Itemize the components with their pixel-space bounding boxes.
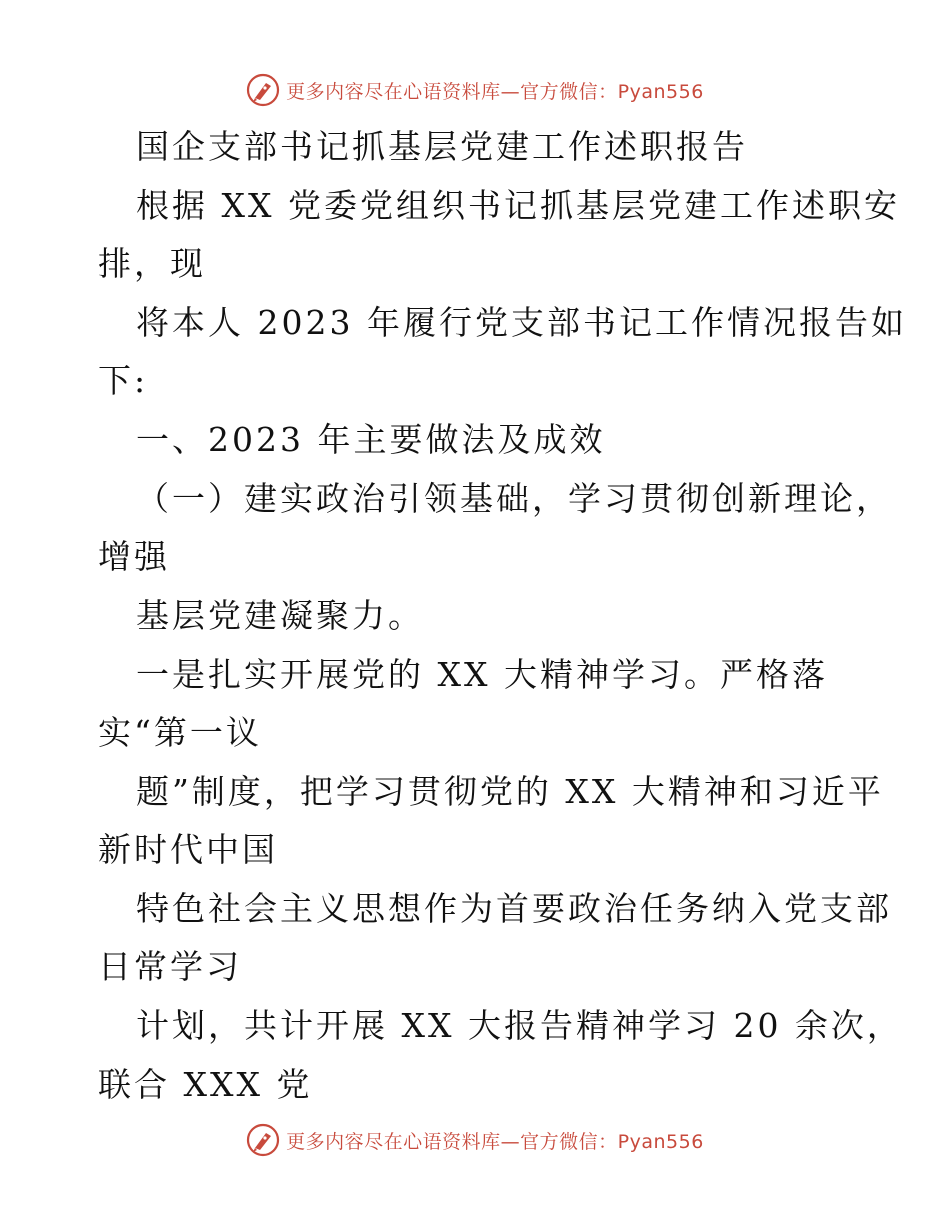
- section-heading: 一、2023 年主要做法及成效: [136, 420, 606, 459]
- paragraph-line: 增强: [98, 537, 170, 576]
- paragraph-line: 实“第一议: [98, 713, 262, 752]
- paragraph-line: 基层党建凝聚力。: [136, 596, 424, 635]
- paragraph-line: 题”制度，把学习贯彻党的 XX 大精神和习近平: [136, 772, 884, 811]
- paragraph-line: 排，现: [98, 244, 206, 283]
- paragraph-line: 日常学习: [98, 947, 242, 986]
- pen-nib-logo-icon: [246, 1123, 280, 1157]
- paragraph-line: 计划，共计开展 XX 大报告精神学习 20 余次，: [136, 1006, 903, 1045]
- watermark-text: 更多内容尽在心语资料库—官方微信：Pyan556: [286, 80, 704, 103]
- paragraph-line: 一是扎实开展党的 XX 大精神学习。严格落: [136, 655, 828, 694]
- watermark-footer: [0, 1120, 950, 1160]
- watermark-header: [0, 70, 950, 110]
- paragraph-line: 特色社会主义思想作为首要政治任务纳入党支部: [136, 889, 892, 928]
- paragraph-line: 根据 XX 党委党组织书记抓基层党建工作述职安: [136, 186, 900, 225]
- paragraph-line: 联合 XXX 党: [98, 1065, 313, 1104]
- document-title: 国企支部书记抓基层党建工作述职报告: [136, 127, 748, 166]
- paragraph-line: 将本人 2023 年履行党支部书记工作情况报告如: [136, 303, 907, 342]
- pen-nib-logo-icon: [246, 73, 280, 107]
- paragraph-line: 新时代中国: [98, 830, 278, 869]
- watermark-text: 更多内容尽在心语资料库—官方微信：Pyan556: [286, 1130, 704, 1153]
- paragraph-line: 下:: [98, 361, 149, 400]
- subsection-heading: （一）建实政治引领基础，学习贯彻创新理论，: [136, 479, 892, 518]
